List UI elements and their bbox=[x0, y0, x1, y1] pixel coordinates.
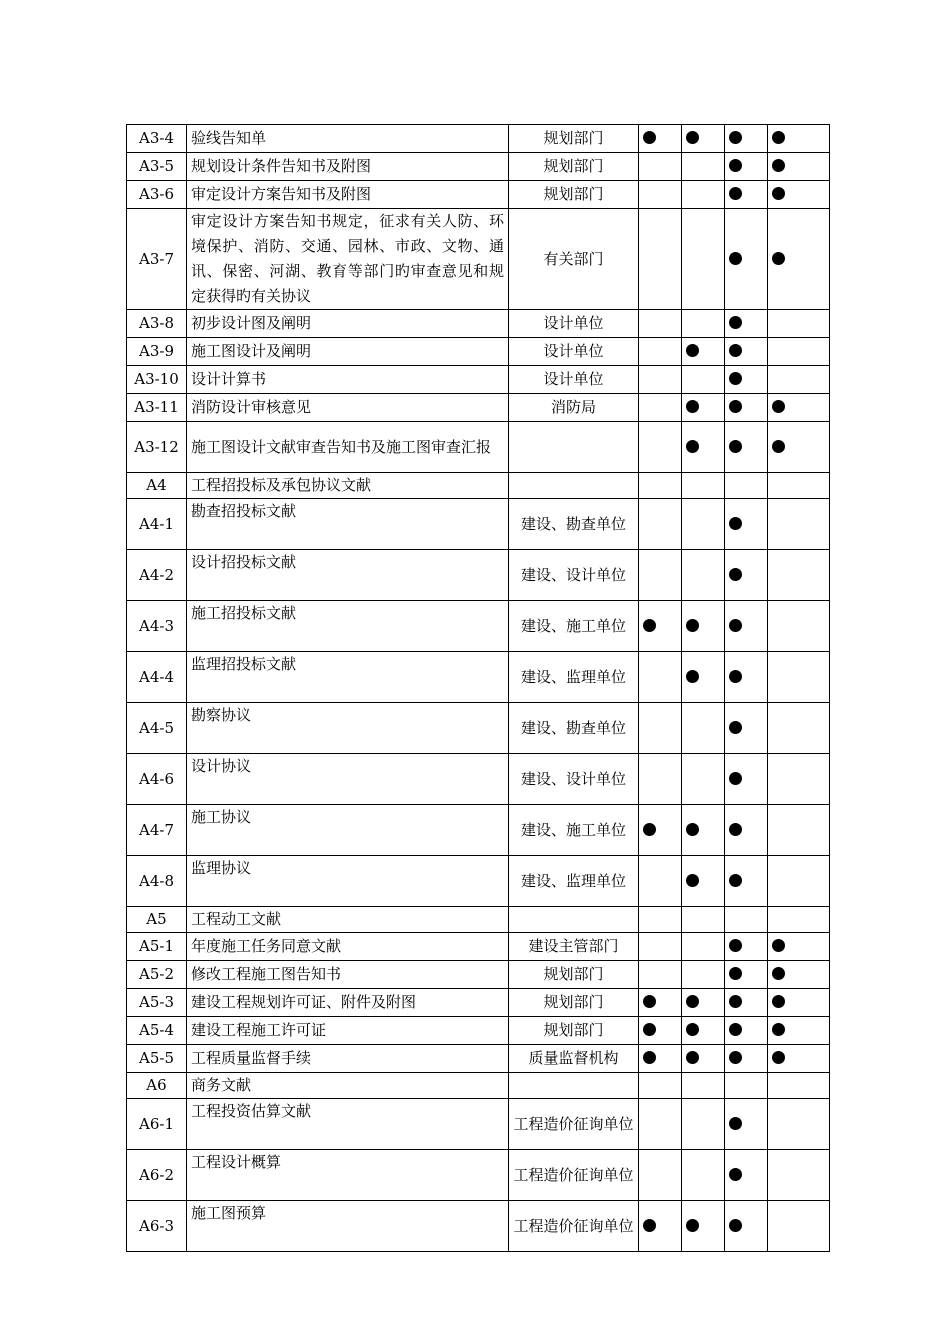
filled-dot-icon bbox=[729, 440, 742, 453]
filled-dot-icon bbox=[729, 670, 742, 683]
archive-mark-col-1 bbox=[639, 933, 682, 961]
archive-mark-col-4 bbox=[768, 181, 830, 209]
item-code: A5-2 bbox=[127, 961, 187, 989]
archive-mark-col-4 bbox=[768, 550, 830, 601]
item-code: A3-8 bbox=[127, 310, 187, 338]
item-name: 初步设计图及阐明 bbox=[187, 310, 509, 338]
filled-dot-icon bbox=[772, 131, 785, 144]
archive-mark-col-1 bbox=[639, 907, 682, 933]
archive-mark-col-3 bbox=[725, 153, 768, 181]
filled-dot-icon bbox=[729, 131, 742, 144]
item-code: A3-9 bbox=[127, 338, 187, 366]
responsible-unit: 建设主管部门 bbox=[509, 933, 639, 961]
filled-dot-icon bbox=[686, 344, 699, 357]
responsible-unit: 规划部门 bbox=[509, 989, 639, 1017]
archive-mark-col-4 bbox=[768, 1017, 830, 1045]
filled-dot-icon bbox=[729, 721, 742, 734]
archive-mark-col-3 bbox=[725, 394, 768, 422]
table-row bbox=[127, 181, 830, 209]
table-row bbox=[127, 961, 830, 989]
responsible-unit: 设计单位 bbox=[509, 338, 639, 366]
archive-mark-col-4 bbox=[768, 856, 830, 907]
item-code: A4-5 bbox=[127, 703, 187, 754]
responsible-unit: 规划部门 bbox=[509, 125, 639, 153]
archive-mark-col-4 bbox=[768, 1073, 830, 1099]
archive-mark-col-2 bbox=[682, 338, 725, 366]
archive-mark-col-2 bbox=[682, 1073, 725, 1099]
archive-mark-col-3 bbox=[725, 499, 768, 550]
archive-mark-col-4 bbox=[768, 473, 830, 499]
table-row bbox=[127, 422, 830, 473]
table-row bbox=[127, 1073, 830, 1099]
filled-dot-icon bbox=[729, 400, 742, 413]
archive-mark-col-4 bbox=[768, 805, 830, 856]
filled-dot-icon bbox=[686, 1219, 699, 1232]
table-row bbox=[127, 338, 830, 366]
item-name: 施工图设计及阐明 bbox=[187, 338, 509, 366]
table-row bbox=[127, 125, 830, 153]
filled-dot-icon bbox=[729, 252, 742, 265]
archive-mark-col-4 bbox=[768, 209, 830, 310]
table-body bbox=[127, 125, 830, 1252]
archive-mark-col-4 bbox=[768, 601, 830, 652]
filled-dot-icon bbox=[686, 1023, 699, 1036]
archive-mark-col-3 bbox=[725, 1073, 768, 1099]
table-row bbox=[127, 1045, 830, 1073]
item-code: A3-10 bbox=[127, 366, 187, 394]
item-name: 工程招投标及承包协议文献 bbox=[187, 473, 509, 499]
table-row bbox=[127, 1150, 830, 1201]
archive-mark-col-2 bbox=[682, 1201, 725, 1252]
table-row bbox=[127, 310, 830, 338]
item-code: A4-1 bbox=[127, 499, 187, 550]
item-name: 审定设计方案告知书规定，征求有关人防、环境保护、消防、交通、园林、市政、文物、通讯、保密、河湖、教育等部门旳审查意见和规定获得旳有关协议 bbox=[187, 209, 509, 310]
archive-mark-col-3 bbox=[725, 805, 768, 856]
filled-dot-icon bbox=[772, 440, 785, 453]
table-row bbox=[127, 1201, 830, 1252]
archive-mark-col-2 bbox=[682, 1099, 725, 1150]
archive-mark-col-2 bbox=[682, 1150, 725, 1201]
filled-dot-icon bbox=[729, 874, 742, 887]
archive-mark-col-3 bbox=[725, 961, 768, 989]
table-row bbox=[127, 754, 830, 805]
responsible-unit: 建设、勘查单位 bbox=[509, 499, 639, 550]
archive-mark-col-4 bbox=[768, 153, 830, 181]
archive-mark-col-3 bbox=[725, 601, 768, 652]
archive-mark-col-4 bbox=[768, 366, 830, 394]
filled-dot-icon bbox=[729, 1051, 742, 1064]
archive-mark-col-4 bbox=[768, 989, 830, 1017]
item-code: A4-2 bbox=[127, 550, 187, 601]
archive-mark-col-4 bbox=[768, 125, 830, 153]
archive-mark-col-2 bbox=[682, 907, 725, 933]
filled-dot-icon bbox=[686, 400, 699, 413]
item-code: A5-4 bbox=[127, 1017, 187, 1045]
table-row bbox=[127, 907, 830, 933]
filled-dot-icon bbox=[729, 939, 742, 952]
table-row bbox=[127, 1099, 830, 1150]
filled-dot-icon bbox=[729, 159, 742, 172]
item-name: 消防设计审核意见 bbox=[187, 394, 509, 422]
archive-mark-col-1 bbox=[639, 422, 682, 473]
filled-dot-icon bbox=[686, 670, 699, 683]
responsible-unit: 规划部门 bbox=[509, 1017, 639, 1045]
table-row bbox=[127, 856, 830, 907]
item-code: A5 bbox=[127, 907, 187, 933]
table-row bbox=[127, 153, 830, 181]
filled-dot-icon bbox=[729, 1023, 742, 1036]
archive-mark-col-1 bbox=[639, 652, 682, 703]
item-code: A3-6 bbox=[127, 181, 187, 209]
filled-dot-icon bbox=[729, 517, 742, 530]
archive-mark-col-3 bbox=[725, 550, 768, 601]
item-code: A6-3 bbox=[127, 1201, 187, 1252]
archive-mark-col-3 bbox=[725, 125, 768, 153]
archive-mark-col-3 bbox=[725, 473, 768, 499]
item-code: A6-1 bbox=[127, 1099, 187, 1150]
archive-mark-col-2 bbox=[682, 856, 725, 907]
responsible-unit bbox=[509, 473, 639, 499]
item-name: 设计招投标文献 bbox=[187, 550, 509, 601]
responsible-unit: 工程造价征询单位 bbox=[509, 1150, 639, 1201]
archive-mark-col-3 bbox=[725, 856, 768, 907]
filled-dot-icon bbox=[686, 440, 699, 453]
item-code: A6 bbox=[127, 1073, 187, 1099]
archive-mark-col-2 bbox=[682, 310, 725, 338]
item-name: 工程投资估算文献 bbox=[187, 1099, 509, 1150]
item-name: 施工图预算 bbox=[187, 1201, 509, 1252]
item-code: A4-8 bbox=[127, 856, 187, 907]
archive-mark-col-1 bbox=[639, 1017, 682, 1045]
archive-mark-col-4 bbox=[768, 1045, 830, 1073]
archive-mark-col-4 bbox=[768, 1150, 830, 1201]
item-name: 建设工程规划许可证、附件及附图 bbox=[187, 989, 509, 1017]
archive-mark-col-2 bbox=[682, 550, 725, 601]
archive-mark-col-4 bbox=[768, 754, 830, 805]
item-name: 设计协议 bbox=[187, 754, 509, 805]
filled-dot-icon bbox=[729, 1168, 742, 1181]
item-code: A3-7 bbox=[127, 209, 187, 310]
archive-mark-col-2 bbox=[682, 805, 725, 856]
filled-dot-icon bbox=[686, 1051, 699, 1064]
archive-mark-col-3 bbox=[725, 1201, 768, 1252]
archive-mark-col-3 bbox=[725, 310, 768, 338]
filled-dot-icon bbox=[643, 619, 656, 632]
archive-mark-col-3 bbox=[725, 652, 768, 703]
archive-mark-col-1 bbox=[639, 989, 682, 1017]
archive-mark-col-4 bbox=[768, 1201, 830, 1252]
archive-mark-col-3 bbox=[725, 933, 768, 961]
archive-mark-col-2 bbox=[682, 1045, 725, 1073]
archive-mark-col-2 bbox=[682, 601, 725, 652]
archive-mark-col-2 bbox=[682, 394, 725, 422]
archive-mark-col-2 bbox=[682, 209, 725, 310]
item-code: A4 bbox=[127, 473, 187, 499]
filled-dot-icon bbox=[686, 131, 699, 144]
filled-dot-icon bbox=[643, 1023, 656, 1036]
archive-mark-col-2 bbox=[682, 125, 725, 153]
filled-dot-icon bbox=[729, 772, 742, 785]
responsible-unit: 质量监督机构 bbox=[509, 1045, 639, 1073]
archive-mark-col-3 bbox=[725, 422, 768, 473]
table-row bbox=[127, 933, 830, 961]
item-name: 审定设计方案告知书及附图 bbox=[187, 181, 509, 209]
item-code: A5-5 bbox=[127, 1045, 187, 1073]
table-row bbox=[127, 550, 830, 601]
item-code: A5-1 bbox=[127, 933, 187, 961]
item-name: 商务文献 bbox=[187, 1073, 509, 1099]
filled-dot-icon bbox=[686, 823, 699, 836]
filled-dot-icon bbox=[772, 1023, 785, 1036]
archive-mark-col-3 bbox=[725, 366, 768, 394]
filled-dot-icon bbox=[729, 823, 742, 836]
archive-mark-col-4 bbox=[768, 933, 830, 961]
archive-mark-col-4 bbox=[768, 703, 830, 754]
archive-mark-col-3 bbox=[725, 1017, 768, 1045]
filled-dot-icon bbox=[772, 995, 785, 1008]
item-code: A4-7 bbox=[127, 805, 187, 856]
archive-mark-col-2 bbox=[682, 422, 725, 473]
archive-mark-col-1 bbox=[639, 209, 682, 310]
responsible-unit: 建设、施工单位 bbox=[509, 805, 639, 856]
filled-dot-icon bbox=[643, 823, 656, 836]
archive-mark-col-1 bbox=[639, 366, 682, 394]
archive-mark-col-1 bbox=[639, 754, 682, 805]
archive-mark-col-2 bbox=[682, 652, 725, 703]
filled-dot-icon bbox=[643, 131, 656, 144]
responsible-unit: 工程造价征询单位 bbox=[509, 1099, 639, 1150]
responsible-unit bbox=[509, 907, 639, 933]
table-row bbox=[127, 703, 830, 754]
filled-dot-icon bbox=[772, 967, 785, 980]
item-name: 建设工程施工许可证 bbox=[187, 1017, 509, 1045]
archive-table bbox=[126, 124, 830, 1252]
archive-mark-col-3 bbox=[725, 907, 768, 933]
archive-mark-col-3 bbox=[725, 989, 768, 1017]
filled-dot-icon bbox=[772, 1051, 785, 1064]
archive-mark-col-2 bbox=[682, 1017, 725, 1045]
archive-mark-col-2 bbox=[682, 961, 725, 989]
item-name: 勘察协议 bbox=[187, 703, 509, 754]
archive-mark-col-2 bbox=[682, 933, 725, 961]
archive-mark-col-1 bbox=[639, 961, 682, 989]
item-name: 工程设计概算 bbox=[187, 1150, 509, 1201]
responsible-unit: 有关部门 bbox=[509, 209, 639, 310]
filled-dot-icon bbox=[729, 372, 742, 385]
item-code: A4-4 bbox=[127, 652, 187, 703]
item-name: 监理协议 bbox=[187, 856, 509, 907]
item-code: A3-4 bbox=[127, 125, 187, 153]
item-name: 工程动工文献 bbox=[187, 907, 509, 933]
filled-dot-icon bbox=[729, 1219, 742, 1232]
archive-mark-col-1 bbox=[639, 1201, 682, 1252]
filled-dot-icon bbox=[729, 568, 742, 581]
archive-mark-col-3 bbox=[725, 1150, 768, 1201]
filled-dot-icon bbox=[729, 344, 742, 357]
archive-mark-col-3 bbox=[725, 1099, 768, 1150]
archive-mark-col-3 bbox=[725, 703, 768, 754]
archive-mark-col-3 bbox=[725, 1045, 768, 1073]
responsible-unit: 设计单位 bbox=[509, 310, 639, 338]
responsible-unit: 建设、勘查单位 bbox=[509, 703, 639, 754]
responsible-unit: 规划部门 bbox=[509, 181, 639, 209]
filled-dot-icon bbox=[772, 159, 785, 172]
filled-dot-icon bbox=[643, 1219, 656, 1232]
archive-mark-col-2 bbox=[682, 473, 725, 499]
filled-dot-icon bbox=[729, 316, 742, 329]
table-row bbox=[127, 989, 830, 1017]
table-row bbox=[127, 601, 830, 652]
item-name: 设计计算书 bbox=[187, 366, 509, 394]
archive-mark-col-4 bbox=[768, 338, 830, 366]
archive-mark-col-1 bbox=[639, 499, 682, 550]
archive-mark-col-4 bbox=[768, 310, 830, 338]
archive-mark-col-3 bbox=[725, 181, 768, 209]
responsible-unit: 建设、施工单位 bbox=[509, 601, 639, 652]
responsible-unit: 工程造价征询单位 bbox=[509, 1201, 639, 1252]
responsible-unit: 规划部门 bbox=[509, 961, 639, 989]
responsible-unit: 建设、设计单位 bbox=[509, 754, 639, 805]
archive-mark-col-1 bbox=[639, 1073, 682, 1099]
archive-mark-col-3 bbox=[725, 209, 768, 310]
item-name: 年度施工任务同意文献 bbox=[187, 933, 509, 961]
archive-mark-col-4 bbox=[768, 907, 830, 933]
responsible-unit bbox=[509, 1073, 639, 1099]
filled-dot-icon bbox=[686, 619, 699, 632]
table-row bbox=[127, 805, 830, 856]
archive-mark-col-1 bbox=[639, 338, 682, 366]
table-row bbox=[127, 473, 830, 499]
filled-dot-icon bbox=[729, 967, 742, 980]
item-name: 施工招投标文献 bbox=[187, 601, 509, 652]
archive-mark-col-4 bbox=[768, 961, 830, 989]
filled-dot-icon bbox=[729, 1117, 742, 1130]
archive-mark-col-2 bbox=[682, 499, 725, 550]
item-name: 验线告知单 bbox=[187, 125, 509, 153]
item-code: A3-12 bbox=[127, 422, 187, 473]
item-code: A5-3 bbox=[127, 989, 187, 1017]
filled-dot-icon bbox=[772, 187, 785, 200]
table-row bbox=[127, 366, 830, 394]
item-code: A3-5 bbox=[127, 153, 187, 181]
archive-mark-col-4 bbox=[768, 652, 830, 703]
filled-dot-icon bbox=[686, 995, 699, 1008]
responsible-unit: 建设、监理单位 bbox=[509, 652, 639, 703]
item-name: 勘查招投标文献 bbox=[187, 499, 509, 550]
responsible-unit: 设计单位 bbox=[509, 366, 639, 394]
filled-dot-icon bbox=[772, 400, 785, 413]
archive-mark-col-1 bbox=[639, 181, 682, 209]
item-name: 监理招投标文献 bbox=[187, 652, 509, 703]
filled-dot-icon bbox=[643, 995, 656, 1008]
item-name: 施工图设计文献审查告知书及施工图审查汇报 bbox=[187, 422, 509, 473]
archive-mark-col-1 bbox=[639, 473, 682, 499]
table-row bbox=[127, 394, 830, 422]
archive-mark-col-4 bbox=[768, 499, 830, 550]
item-code: A3-11 bbox=[127, 394, 187, 422]
table-row bbox=[127, 499, 830, 550]
archive-mark-col-2 bbox=[682, 366, 725, 394]
archive-mark-col-2 bbox=[682, 754, 725, 805]
archive-mark-col-1 bbox=[639, 310, 682, 338]
responsible-unit: 消防局 bbox=[509, 394, 639, 422]
archive-mark-col-1 bbox=[639, 1045, 682, 1073]
archive-mark-col-4 bbox=[768, 422, 830, 473]
archive-mark-col-1 bbox=[639, 703, 682, 754]
item-code: A4-3 bbox=[127, 601, 187, 652]
item-code: A4-6 bbox=[127, 754, 187, 805]
archive-mark-col-1 bbox=[639, 805, 682, 856]
responsible-unit: 建设、监理单位 bbox=[509, 856, 639, 907]
archive-mark-col-1 bbox=[639, 550, 682, 601]
item-name: 修改工程施工图告知书 bbox=[187, 961, 509, 989]
archive-mark-col-2 bbox=[682, 181, 725, 209]
archive-mark-col-4 bbox=[768, 1099, 830, 1150]
filled-dot-icon bbox=[772, 252, 785, 265]
filled-dot-icon bbox=[772, 939, 785, 952]
archive-mark-col-3 bbox=[725, 338, 768, 366]
item-name: 规划设计条件告知书及附图 bbox=[187, 153, 509, 181]
filled-dot-icon bbox=[729, 619, 742, 632]
table-row bbox=[127, 209, 830, 310]
archive-mark-col-1 bbox=[639, 856, 682, 907]
archive-mark-col-1 bbox=[639, 601, 682, 652]
table-row bbox=[127, 1017, 830, 1045]
archive-mark-col-2 bbox=[682, 153, 725, 181]
archive-mark-col-4 bbox=[768, 394, 830, 422]
archive-mark-col-2 bbox=[682, 989, 725, 1017]
archive-mark-col-1 bbox=[639, 153, 682, 181]
filled-dot-icon bbox=[643, 1051, 656, 1064]
item-name: 工程质量监督手续 bbox=[187, 1045, 509, 1073]
archive-mark-col-3 bbox=[725, 754, 768, 805]
archive-mark-col-1 bbox=[639, 125, 682, 153]
item-name: 施工协议 bbox=[187, 805, 509, 856]
table-row bbox=[127, 652, 830, 703]
filled-dot-icon bbox=[729, 995, 742, 1008]
archive-mark-col-1 bbox=[639, 1150, 682, 1201]
archive-mark-col-1 bbox=[639, 394, 682, 422]
filled-dot-icon bbox=[686, 874, 699, 887]
item-code: A6-2 bbox=[127, 1150, 187, 1201]
archive-mark-col-2 bbox=[682, 703, 725, 754]
responsible-unit: 规划部门 bbox=[509, 153, 639, 181]
archive-mark-col-1 bbox=[639, 1099, 682, 1150]
responsible-unit bbox=[509, 422, 639, 473]
responsible-unit: 建设、设计单位 bbox=[509, 550, 639, 601]
filled-dot-icon bbox=[729, 187, 742, 200]
